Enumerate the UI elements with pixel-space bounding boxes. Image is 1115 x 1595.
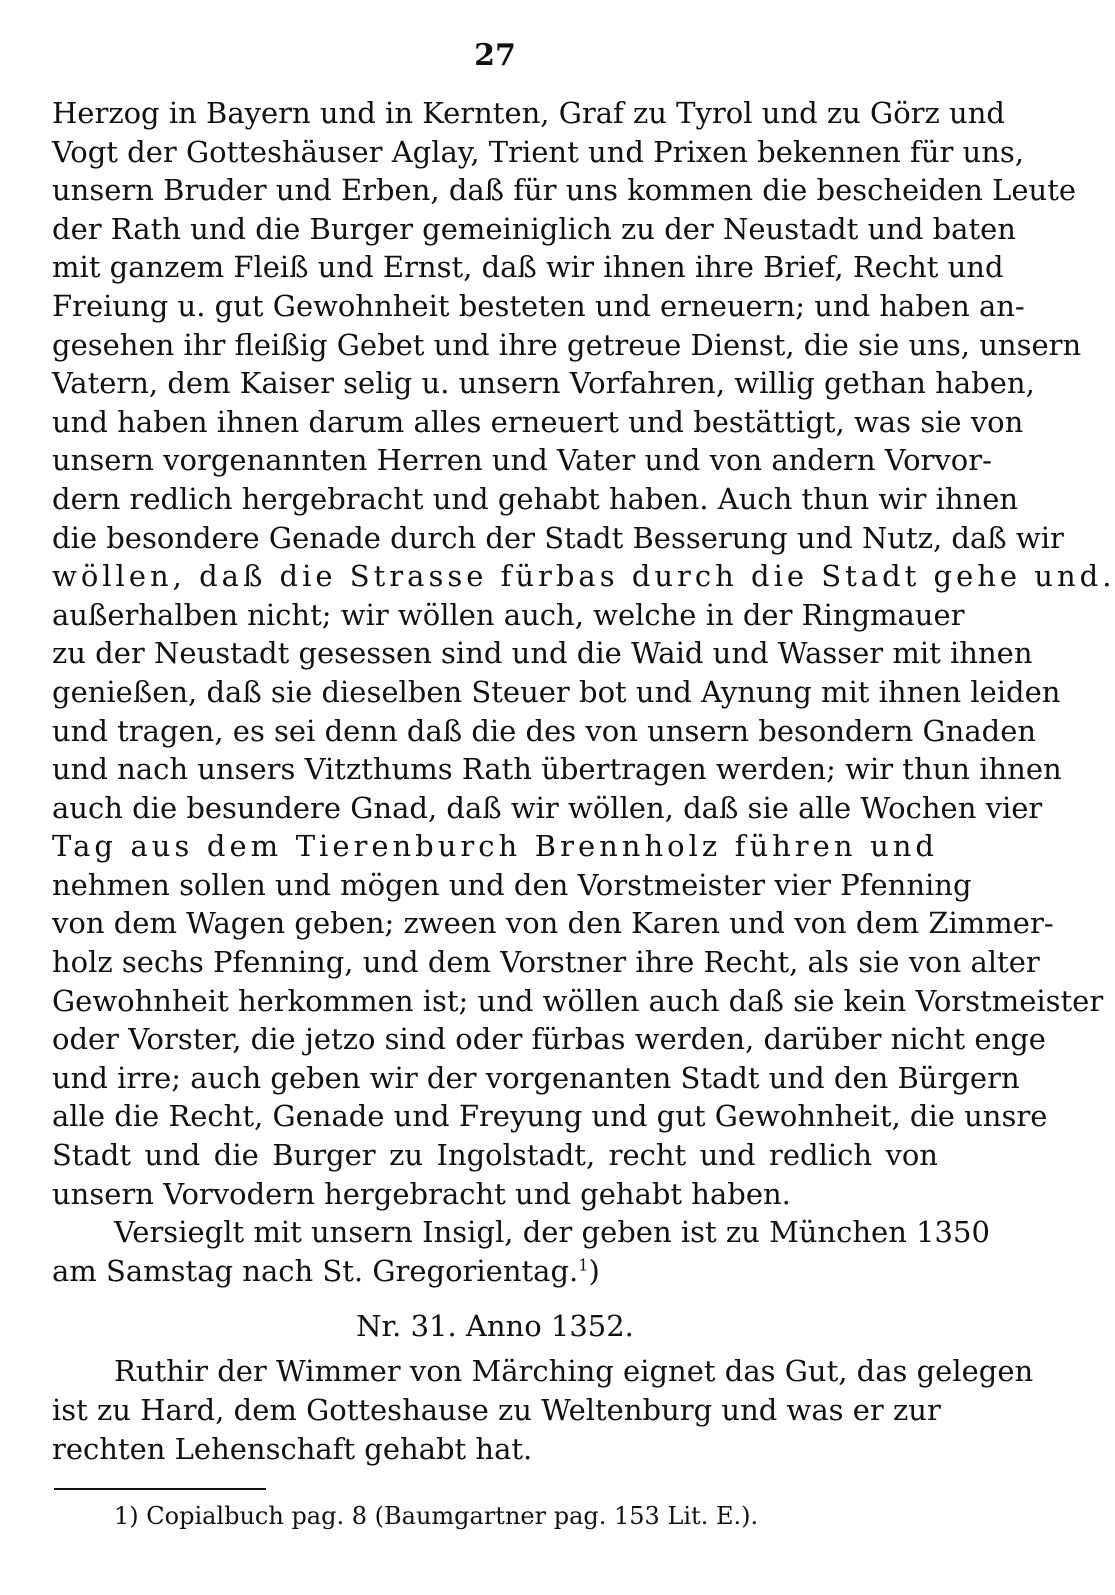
text-line: Vogt der Gotteshäuser Aglay, Trient und Prixen bekennen für uns, xyxy=(52,134,1024,169)
footnote-divider xyxy=(54,1488,266,1490)
text-line: holz sechs Pfenning, und dem Vorstner ihre Recht, als sie von alter xyxy=(52,945,1040,980)
text-line: rechten Lehenschaft gehabt hat. xyxy=(52,1431,533,1466)
page-number: 27 xyxy=(474,38,516,73)
text-line: mit ganzem Fleiß und Ernst, daß wir ihnen ihre Brief, Recht und xyxy=(52,250,1004,285)
document-heading: Nr. 31. Anno 1352. xyxy=(356,1309,634,1344)
text-fragment: am Samstag nach St. Gregorientag. xyxy=(52,1253,579,1288)
text-line-spaced: wöllen, daß die Strasse fürbas durch die Stadt gehe und. xyxy=(52,559,1115,594)
paragraph-charter-text xyxy=(52,94,1115,1290)
text-line: unsern Vorvodern hergebracht und gehabt haben. xyxy=(52,1176,791,1211)
text-line: und nach unsers Vitzthums Rath übertragen werden; wir thun ihnen xyxy=(52,752,1062,787)
text-line: gesehen ihr fleißig Gebet und ihre getreue Dienst, die sie uns, unsern xyxy=(52,327,1082,362)
paragraph-summary xyxy=(52,1352,1034,1468)
text-line: auch die besundere Gnad, daß wir wöllen, daß sie alle Wochen vier xyxy=(52,790,1043,825)
text-line: ist zu Hard, dem Gotteshause zu Weltenburg und was er zur xyxy=(52,1393,941,1427)
text-line: die besondere Genade durch der Stadt Besserung und Nutz, daß wir xyxy=(52,520,1064,555)
text-line: Herzog in Bayern und in Kernten, Graf zu Tyrol und zu Görz und xyxy=(52,96,1005,130)
text-line: oder Vorster, die jetzo sind oder fürbas werden, darüber nicht enge xyxy=(52,1022,1046,1057)
text-line: alle die Recht, Genade und Freyung und gut Gewohnheit, die unsre xyxy=(52,1099,1048,1134)
text-line: Versieglt mit unsern Insigl, der geben ist zu München 1350 xyxy=(114,1215,990,1250)
text-line: und haben ihnen darum alles erneuert und bestättigt, was sie von xyxy=(52,404,1024,439)
text-line: Stadt und die Burger zu Ingolstadt, recht und redlich von xyxy=(52,1138,938,1173)
text-line: und irre; auch geben wir der vorgenanten Stadt und den Bürgern xyxy=(52,1060,1020,1095)
text-line: unsern vorgenannten Herren und Vater und von andern Vorvor- xyxy=(52,443,992,478)
footnote-reference: 1 xyxy=(578,1255,589,1275)
text-line: Vatern, dem Kaiser selig u. unsern Vorfahren, willig gethan haben, xyxy=(52,366,1035,401)
text-line: der Rath und die Burger gemeiniglich zu der Neustadt und baten xyxy=(52,211,1016,246)
text-line: und tragen, es sei denn daß die des von unsern besondern Gnaden xyxy=(52,713,1037,748)
text-line: genießen, daß sie dieselben Steuer bot und Aynung mit ihnen leiden xyxy=(52,674,1061,709)
text-line: Gewohnheit herkommen ist; und wöllen auch daß sie kein Vorstmeister xyxy=(52,983,1104,1018)
text-line: nehmen sollen und mögen und den Vorstmeister vier Pfenning xyxy=(52,867,972,902)
text-line: Ruthir der Wimmer von Märching eignet das Gut, das gelegen xyxy=(114,1354,1034,1389)
text-line: Freiung u. gut Gewohnheit besteten und erneuern; und haben an- xyxy=(52,288,1025,323)
closing-paren: ) xyxy=(588,1253,600,1288)
text-line: unsern Bruder und Erben, daß für uns kommen die bescheiden Leute xyxy=(52,173,1077,208)
text-line: dern redlich hergebracht und gehabt haben. Auch thun wir ihnen xyxy=(52,481,1019,516)
text-line xyxy=(52,1252,938,1291)
text-line: von dem Wagen geben; zween von den Karen und von dem Zimmer- xyxy=(52,906,1054,941)
text-line-spaced: Tag aus dem Tierenburch Brennholz führen und xyxy=(52,829,938,864)
footnote: 1) Copialbuch pag. 8 (Baumgartner pag. 153 Lit. E.). xyxy=(114,1502,759,1531)
document-page xyxy=(52,36,1115,1532)
text-line: außerhalben nicht; wir wöllen auch, welche in der Ringmauer xyxy=(52,597,965,632)
text-line: zu der Neustadt gesessen sind und die Waid und Wasser mit ihnen xyxy=(52,636,1033,671)
